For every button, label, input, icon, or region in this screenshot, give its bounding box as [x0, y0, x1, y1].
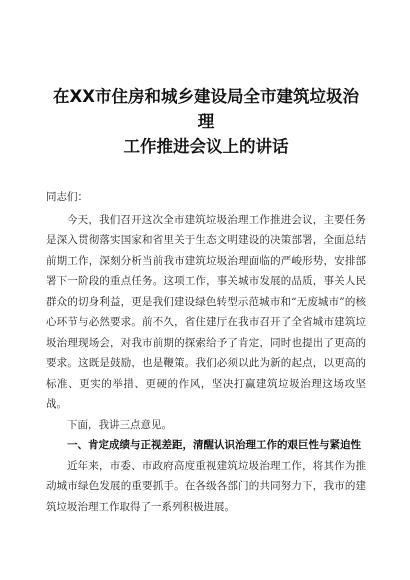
section-heading: 一、肯定成绩与正视差距，清醒认识治理工作的艰巨性与紧迫性 — [67, 439, 361, 451]
document-body — [46, 187, 366, 517]
salutation: 同志们： — [46, 191, 88, 203]
body-paragraph-2: 下面，我讲三点意见。 — [67, 418, 172, 431]
body-paragraph-1: 今天，我们召开这次全市建筑垃圾治理工作推进会议，主要任务是深入贯彻落实国家和省里关于生态文明建设的决策部署，全面总结前期工作，深刻分析当前我市建筑垃圾治理面临的严峻形势，安排部署下一阶段的重点任务。这项工作，事关城市发展的品质，事关人民群众的切身利益，更是我们建设绿色转型示范城市和“无废城市”的核心环节与必然要求。前不久，省住建厅在我市召开了全省城市建筑垃圾治理现场会，对我市前期的探索给予了肯定，同时也提出了更高的要求。这既是鼓励，也是鞭策。我们必须以此为新的起点，以更高的标准、更实的举措、更硬的作风，坚决打赢建筑垃圾治理这场攻坚战。 — [46, 213, 366, 410]
document-title — [46, 0, 366, 159]
title-line-1: 在XX市住房和城乡建设局全市建筑垃圾治理 — [53, 87, 359, 131]
section-paragraph: 近年来，市委、市政府高度重视建筑垃圾治理工作，将其作为推动城市绿色发展的重要抓手。在各级各部门的共同努力下，我市的建筑垃圾治理工作取得了一系列积极进展。 — [46, 459, 366, 513]
title-line-2: 工作推进会议上的讲话 — [123, 137, 289, 156]
